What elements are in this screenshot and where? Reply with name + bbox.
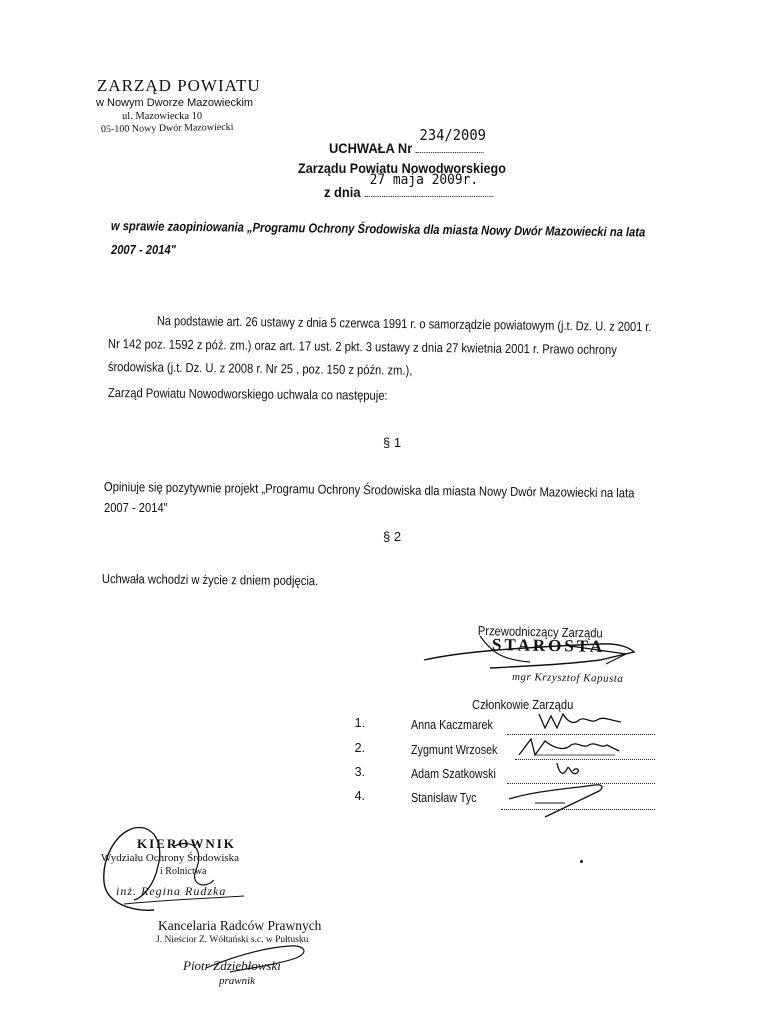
- section-1-line-1: Opiniuje się pozytywnie projekt „Programu Ochrony Środowiska dla miasta Nowy Dwór Mazowiecki na lata: [103, 478, 635, 501]
- kierownik-department: Wydziału Ochrony Środowiska: [101, 852, 240, 864]
- resolution-date: 27 maja 2009r.: [369, 172, 479, 188]
- section-1-line-2: 2007 - 2014": [104, 500, 168, 515]
- margin-dot: [580, 860, 583, 863]
- law-office-address: J. Nieścior Z. Wółtański s.c. w Pułtusku: [156, 935, 309, 945]
- member-signature: [535, 708, 625, 734]
- legal-basis-line-4: Zarząd Powiatu Nowodworskiego uchwala co następuje:: [107, 384, 388, 403]
- member-name: Anna Kaczmarek: [411, 718, 493, 732]
- member-row-2: [345, 741, 665, 759]
- law-office-role: prawnik: [219, 975, 256, 987]
- chairman-signature: [420, 630, 645, 675]
- section-2-mark: § 2: [383, 529, 402, 544]
- member-number: 3.: [354, 765, 365, 779]
- member-row-1: [345, 716, 665, 734]
- subject-line-2: 2007 - 2014": [111, 242, 176, 257]
- org-postal: 05-100 Nowy Dwór Mazowiecki: [100, 121, 234, 136]
- resolution-number: 234/2009: [419, 126, 486, 144]
- member-name: Adam Szatkowski: [411, 767, 496, 781]
- kierownik-name: inż. Regina Rudzka: [116, 884, 227, 898]
- member-name: Stanisław Tyc: [411, 791, 477, 805]
- member-number: 2.: [354, 741, 365, 755]
- legal-basis-line-1: Na podstawie art. 26 ustawy z dnia 5 czerwca 1991 r. o samorządzie powiatowym (j.t. Dz. U. z 2001 r.: [156, 312, 652, 335]
- member-number: 1.: [354, 716, 365, 730]
- resolution-date-line: [324, 172, 493, 200]
- law-office-person: Piotr Zdziebłowski: [183, 958, 281, 973]
- members-title: Członkowie Zarządu: [472, 697, 574, 712]
- resolution-title-prefix: UCHWAŁA Nr: [329, 140, 413, 156]
- legal-basis-line-3: środowiska (j.t. Dz. U. z 2008 r. Nr 25 , poz. 150 z późn. zm.),: [107, 358, 413, 378]
- section-1-mark: § 1: [383, 435, 402, 450]
- resolution-number-field: [416, 126, 486, 153]
- chairman-title: Przewodniczący Zarządu: [477, 622, 603, 641]
- resolution-title: [329, 126, 486, 156]
- org-street: ul. Mazowiecka 10: [122, 111, 203, 122]
- kierownik-title: KIEROWNIK: [137, 836, 236, 851]
- legal-basis-line-2-text: Nr 142 poz. 1592 z póź. zm.) oraz art. 17 ust. 2 pkt. 3 ustawy z dnia 27 kwietnia 2001 r. Prawo ochrony: [107, 335, 617, 358]
- member-row-4: [345, 789, 665, 807]
- org-name: ZARZĄD POWIATU: [97, 76, 261, 95]
- member-name: Zygmunt Wrzosek: [411, 743, 498, 757]
- resolution-date-field: [364, 172, 493, 197]
- member-signature: [505, 777, 615, 821]
- member-signature: [515, 735, 625, 761]
- resolution-board: Zarządu Powiatu Nowodworskiego: [298, 160, 506, 176]
- member-number: 4.: [354, 789, 365, 803]
- chairman-stamp: STAROSTA: [491, 635, 606, 656]
- kierownik-department-2: i Rolnictwa: [160, 866, 207, 877]
- resolution-date-prefix: z dnia: [324, 184, 361, 200]
- section-2-line-1: Uchwała wchodzi w życie z dniem podjęcia.: [101, 570, 319, 589]
- org-location: w Nowym Dworze Mazowieckim: [96, 97, 254, 109]
- chairman-name: mgr Krzysztof Kapusta: [511, 671, 624, 685]
- law-office-name: Kancelaria Radców Prawnych: [158, 918, 322, 933]
- subject-line-1: w sprawie zaopiniowania „Programu Ochrony Środowiska dla miasta Nowy Dwór Mazowiecki na lata: [110, 218, 646, 240]
